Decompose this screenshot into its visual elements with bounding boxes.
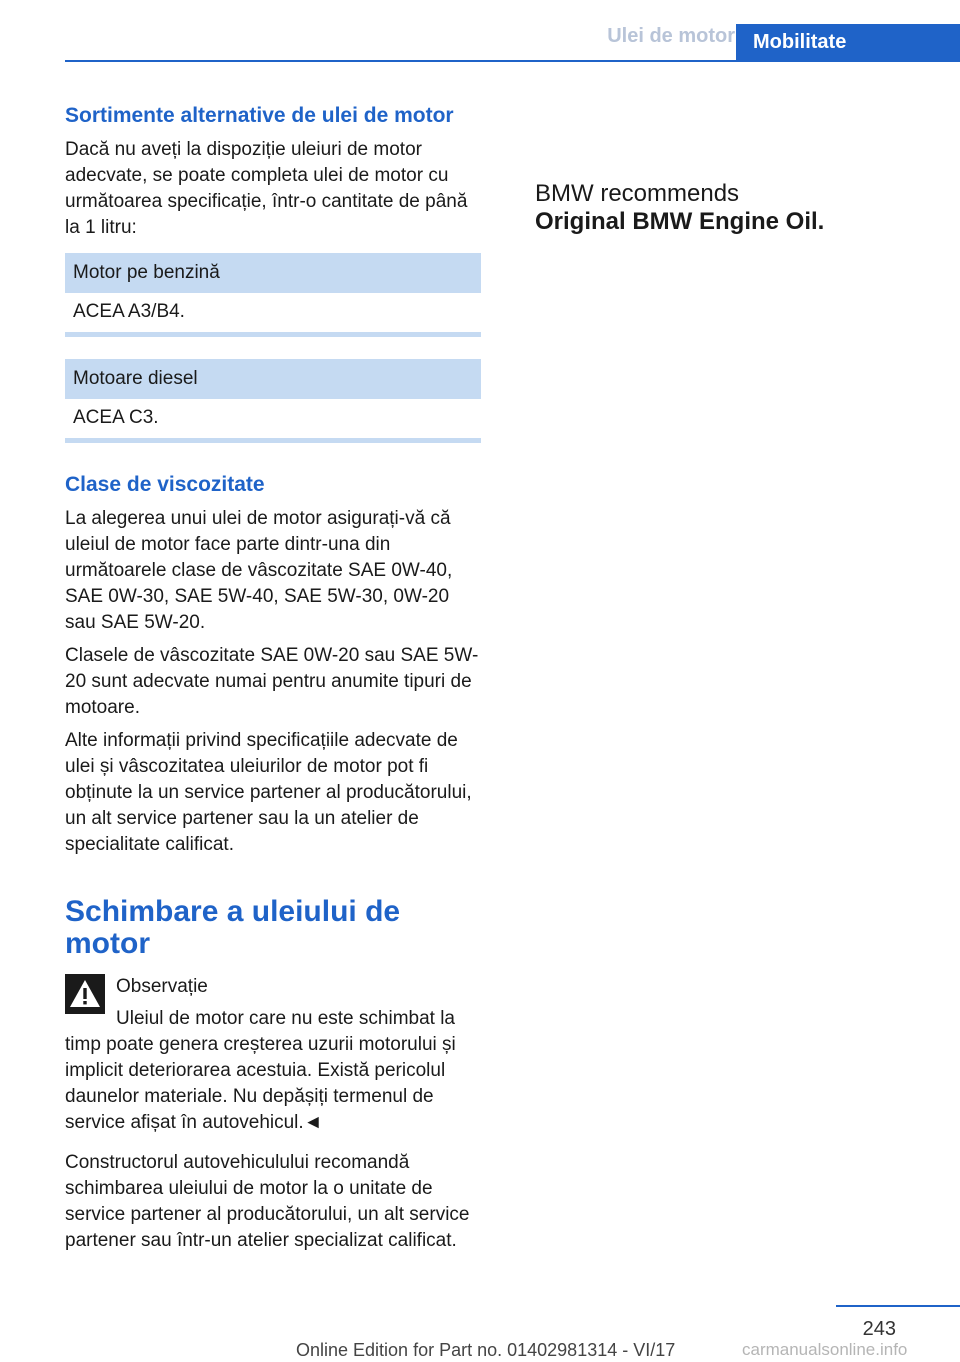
section-tab[interactable]: Ulei de motor: [607, 25, 735, 47]
advert-line-1: BMW recommends: [535, 180, 740, 207]
diesel-table-header: Motoare diesel: [65, 359, 481, 399]
warning-triangle-icon: [65, 974, 105, 1014]
oil-change-paragraph: Constructorul autovehiculului recomandă schimbarea uleiului de motor la o unitate de service partener al producătorului, un alt service partener sau într-un atelier specializat calificat.: [65, 1152, 470, 1251]
header-rule: [65, 60, 960, 62]
left-column: [65, 104, 481, 1261]
oil-change-heading: Schimbare a uleiului de motor: [65, 895, 401, 960]
viscosity-paragraph-2: Clasele de vâscozitate SAE 0W-20 sau SAE 5W-20 sunt adecvate numai pentru anumite tipuri de motoare.: [65, 645, 479, 718]
page-number: 243: [862, 1318, 896, 1340]
chapter-tab[interactable]: Mobilitate: [736, 24, 960, 60]
viscosity-paragraph-3: Alte informații privind specificațiile adecvate de ulei și vâscozitatea uleiurilor de motor pot fi obținute la un service partener al producătorului, un alt service partener sau la un atelier de specialitate calificat.: [65, 730, 472, 855]
edition-note: Online Edition for Part no. 01402981314 - VI/17: [296, 1340, 676, 1360]
petrol-table-value: ACEA A3/B4.: [73, 301, 185, 322]
footer-rule: [836, 1305, 960, 1307]
table-divider: [65, 438, 481, 443]
alt-oils-heading: Sortimente alternative de ulei de motor: [65, 104, 454, 127]
watermark: carmanualsonline.info: [742, 1340, 908, 1359]
diesel-table-value: ACEA C3.: [73, 407, 159, 428]
viscosity-paragraph-1: La alegerea unui ulei de motor asigurați-vă că uleiul de motor face parte dintr-una din următoarele clase de vâscozitate SAE 0W-40, SAE 0W-30, SAE 5W-40, SAE 5W-30, 0W-20 sau SAE 5W-20.: [65, 508, 453, 633]
table-divider: [65, 332, 481, 337]
viscosity-heading: Clase de viscozitate: [65, 473, 265, 496]
petrol-table-header: Motor pe benzină: [65, 253, 481, 293]
warning-text: Uleiul de motor care nu este schimbat la timp poate genera creșterea uzurii motorului și implicit deteriorarea acestuia. Există pericolul daunelor materiale. Nu depășiți termenul de service afișat în autovehicul.◄: [65, 1008, 456, 1133]
bmw-oil-advert: [535, 180, 824, 236]
petrol-spec-table: [65, 253, 481, 337]
page-header: [0, 0, 960, 62]
warning-title: Observație: [116, 976, 208, 997]
alt-oils-paragraph: Dacă nu aveți la dispoziție uleiuri de motor adecvate, se poate completa ulei de motor cu următoarea specificație, într-o cantitate de până la 1 litru:: [65, 139, 468, 238]
diesel-spec-table: [65, 359, 481, 443]
warning-box: [65, 974, 481, 1136]
advert-line-2: Original BMW Engine Oil.: [535, 208, 825, 235]
